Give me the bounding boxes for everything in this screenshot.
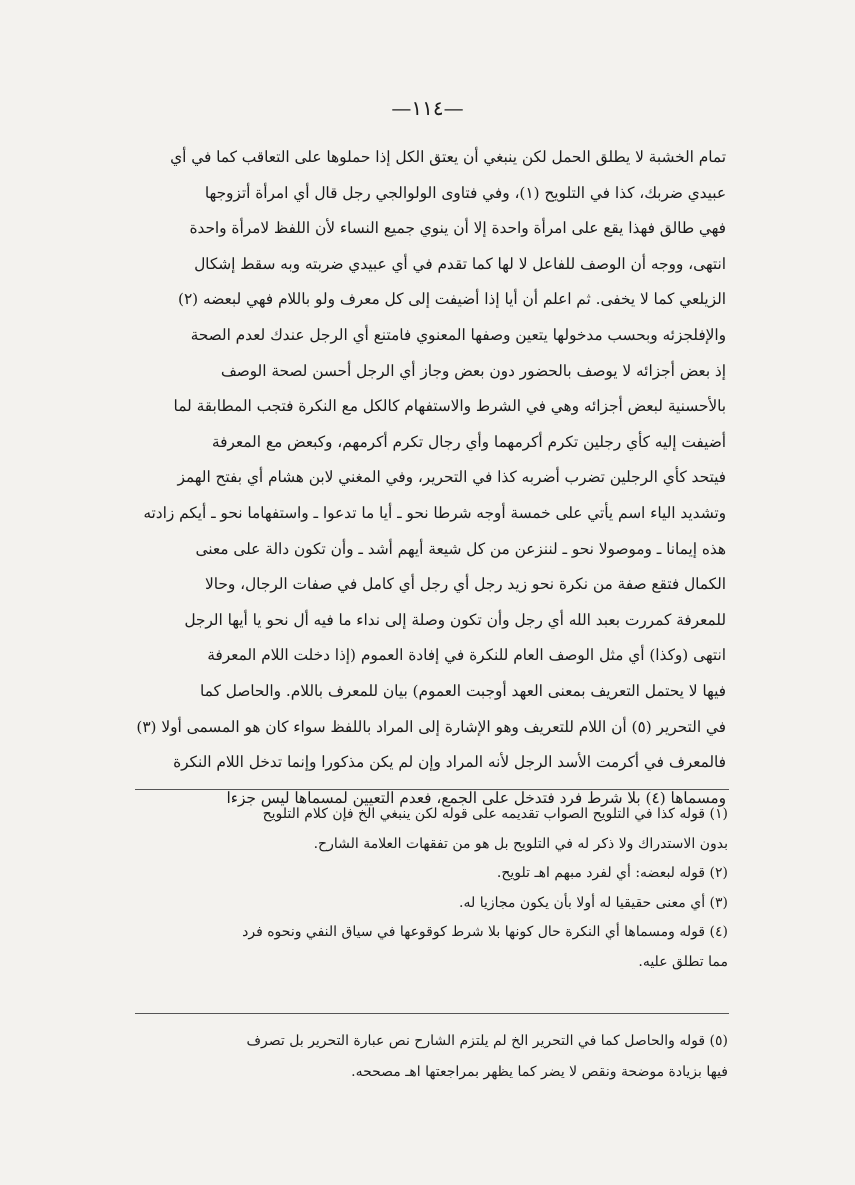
text-line: عبيدي ضربك، كذا في التلويح (١)، وفي فتاوى الولوالجي رجل قال أي امرأة أتزوجها [204, 183, 726, 202]
footnote-line: بدون الاستدراك ولا ذكر له في التلويح بل هو من تفقهات العلامة الشارح. [313, 835, 728, 852]
text-line: والإفلجزئه وبحسب مدخولها يتعين وصفها المعنوي فامتنع أي الرجل عندك لعدم الصحة [190, 325, 726, 344]
text-line: ومسماها (٤) بلا شرط فرد فتدخل على الجمع، فعدم التعيين لمسماها ليس جزءا [226, 788, 726, 807]
footnote-line: (٥) قوله والحاصل كما في التحرير الخ لم يلتزم الشارح نص عبارة التحرير بل تصرف [246, 1033, 728, 1049]
text-line: الزيلعي كما لا يخفى. ثم اعلم أن أيا إذا أضيفت إلى كل معرف ولو باللام فهي لبعضه (٢) [177, 290, 726, 309]
text-line: انتهى (وكذا) أي مثل الوصف العام للنكرة في إفادة العموم (إذا دخلت اللام المعرفة [207, 646, 726, 665]
text-line: إذ بعض أجزائه لا يوصف بالحضور دون بعض وجاز أي الرجل أحسن لصحة الوصف [220, 361, 726, 380]
footnote-line: (٤) قوله ومسماها أي النكرة حال كونها بلا شرط كوقوعها في سياق النفي ونحوه فرد [242, 924, 728, 940]
footnotes-block-editor [140, 1026, 728, 1088]
text-line: فهي طالق فهذا يقع على امرأة واحدة إلا أن ينوي جميع النساء لأن اللفظ لامرأة واحدة [189, 219, 726, 238]
text-line: وتشديد الياء اسم يأتي على خمسة أوجه شرطا نحو ـ أيا ما تدعوا ـ واستفهاما نحو ـ أيكم زادته [143, 503, 726, 522]
page-number: —١١٤— [391, 96, 464, 120]
text-line: فيتحد كأي الرجلين تضرب أضربه كذا في التحرير، وفي المغني لابن هشام أي بفتح الهمز [177, 468, 726, 487]
footnote-line: مما تطلق عليه. [638, 953, 728, 970]
text-line: في التحرير (٥) أن اللام للتعريف وهو الإشارة إلى المراد باللفظ سواء كان هو المسمى أولا (٣) [136, 717, 726, 736]
footnote-divider [135, 789, 729, 790]
footnote-line: فيها بزيادة موضحة ونقص لا يضر كما يظهر بمراجعتها اهـ مصححه. [351, 1064, 728, 1080]
text-line: تمام الخشبة لا يطلق الحمل لكن ينبغي أن يعتق الكل إذا حملوها على التعاقب كما في أي [170, 148, 726, 166]
text-line: فالمعرف في أكرمت الأسد الرجل لأنه المراد وإن لم يكن مذكورا وإنما تدخل اللام النكرة [173, 753, 726, 772]
text-line: فيها لا يحتمل التعريف بمعنى العهد أوجبت العموم) بيان للمعرف باللام. والحاصل كما [200, 681, 726, 700]
text-line: بالأحسنية لبعض أجزائه وهي في الشرط والاستفهام كالكل مع النكرة فتجب المطابقة لما [173, 397, 726, 416]
footnote-line: (١) قوله كذا في التلويح الصواب تقديمه على قوله لكن ينبغي الخ فإن كلام التلويح [262, 806, 728, 822]
text-line: للمعرفة كمررت بعبد الله أي رجل وأن تكون وصلة إلى نداء ما فيه أل نحو يا أيها الرجل [184, 610, 726, 629]
footnote-line: (٣) أي معنى حقيقيا له أولا بأن يكون مجازيا له. [459, 894, 728, 911]
footnote-divider [135, 1013, 729, 1014]
main-text [132, 140, 726, 816]
text-line: الكمال فتقع صفة من نكرة نحو زيد رجل أي رجل أي كامل في صفات الرجال، وحالا [205, 575, 726, 594]
text-line: هذه إيمانا ـ وموصولا نحو ـ لننزعن من كل شيعة أيهم أشد ـ وأن تكون دالة على معنى [195, 539, 726, 558]
footnotes-block [140, 800, 728, 977]
text-line: انتهى، ووجه أن الوصف للفاعل لا لها كما تقدم في أي عبيدي ضربته وبه سقط إشكال [194, 254, 726, 273]
text-line: أضيفت إليه كأي رجلين تكرم أكرمهما وأي رجال تكرم أكرمهم، وكبعض مع المعرفة [211, 432, 726, 451]
footnote-line: (٢) قوله لبعضه: أي لفرد مبهم اهـ تلويح. [496, 865, 728, 881]
